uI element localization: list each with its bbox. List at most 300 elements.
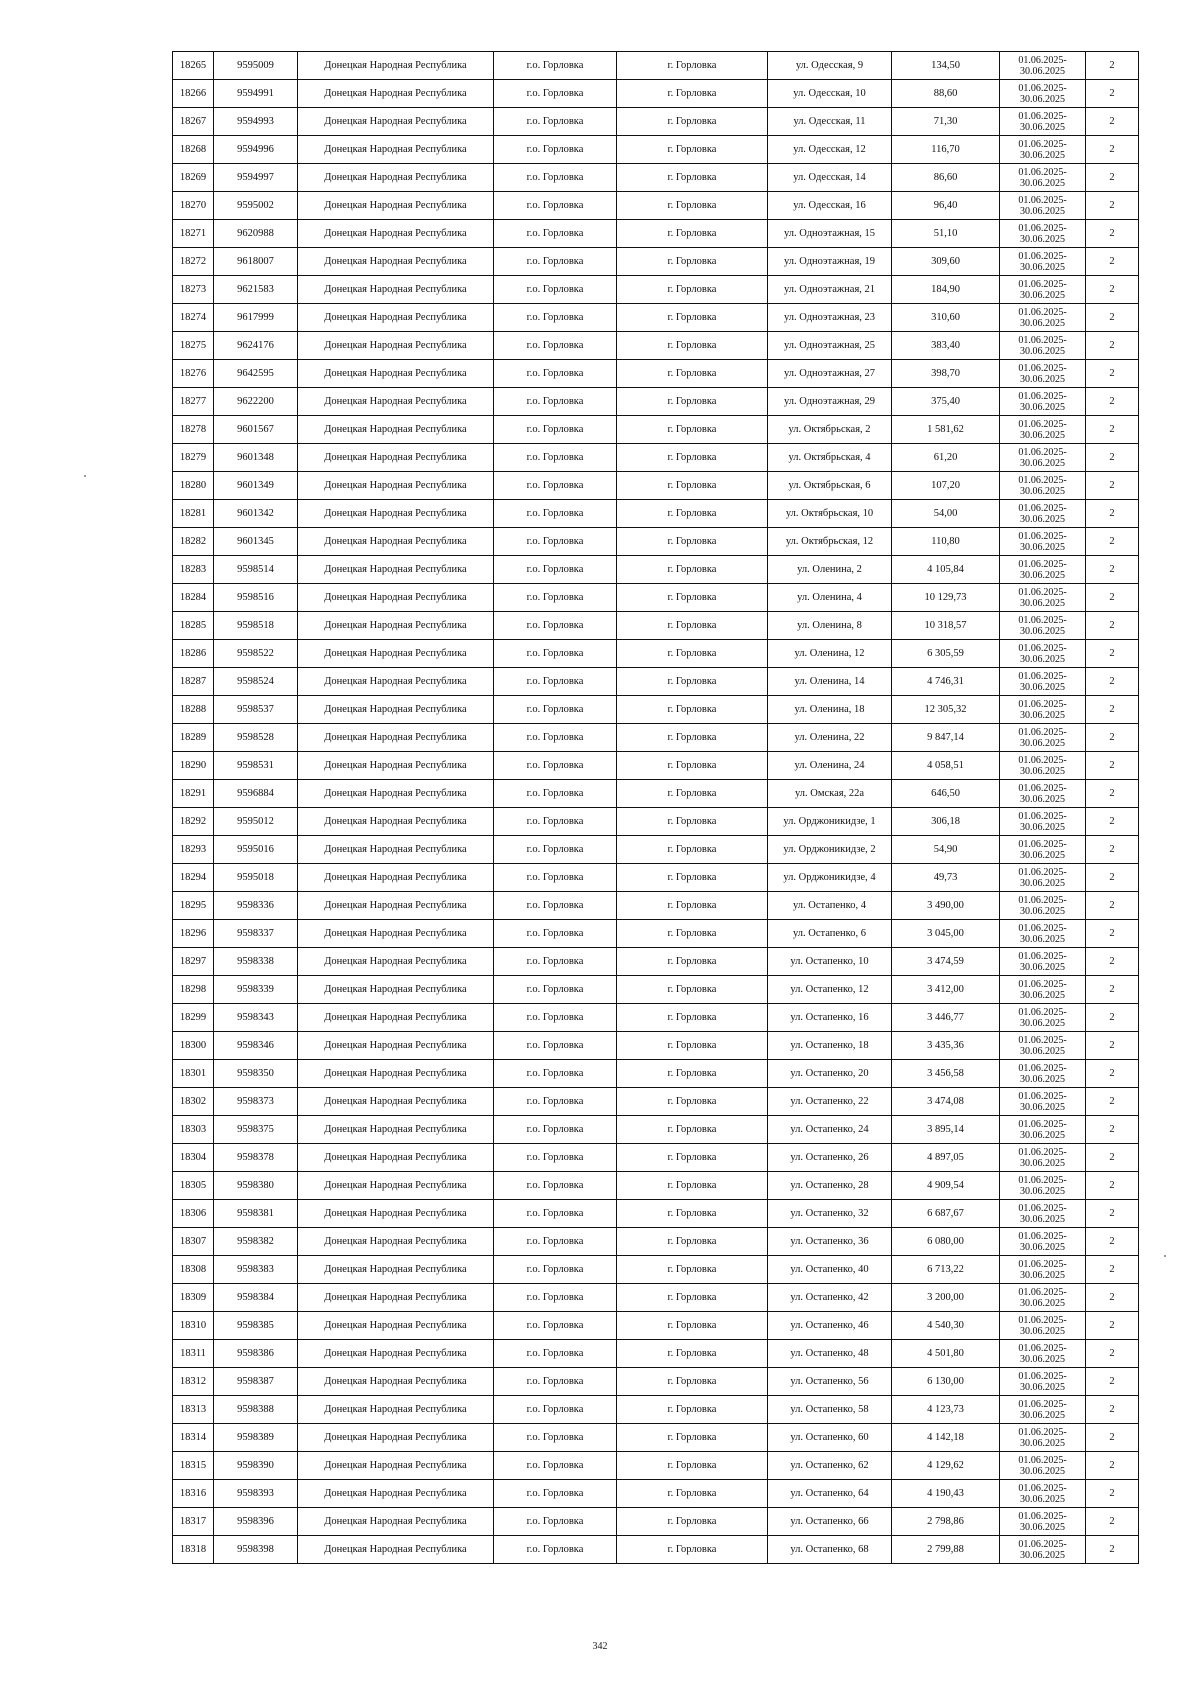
cell-district: г.о. Горловка — [494, 1536, 617, 1564]
cell-district: г.о. Горловка — [494, 668, 617, 696]
cell-category: 2 — [1086, 136, 1139, 164]
cell-area: 646,50 — [892, 780, 1000, 808]
cell-category: 2 — [1086, 808, 1139, 836]
period-end: 30.06.2025 — [1020, 1045, 1065, 1057]
page-number: 342 — [592, 1641, 608, 1652]
period-start: 01.06.2025- — [1018, 278, 1067, 290]
cell-period — [1000, 612, 1086, 640]
cell-period — [1000, 752, 1086, 780]
period-start: 01.06.2025- — [1018, 642, 1067, 654]
cell-row-number: 18291 — [173, 780, 214, 808]
cell-period — [1000, 864, 1086, 892]
cell-area: 6 080,00 — [892, 1228, 1000, 1256]
period-end: 30.06.2025 — [1020, 961, 1065, 973]
cell-row-number: 18298 — [173, 976, 214, 1004]
cell-area: 4 746,31 — [892, 668, 1000, 696]
cell-row-number: 18278 — [173, 416, 214, 444]
cell-region: Донецкая Народная Республика — [298, 1004, 494, 1032]
cell-city: г. Горловка — [617, 864, 768, 892]
period-end: 30.06.2025 — [1020, 65, 1065, 77]
cell-region: Донецкая Народная Республика — [298, 136, 494, 164]
cell-category: 2 — [1086, 276, 1139, 304]
cell-district: г.о. Горловка — [494, 1480, 617, 1508]
period-end: 30.06.2025 — [1020, 1241, 1065, 1253]
cell-period — [1000, 780, 1086, 808]
table-row — [173, 1396, 1139, 1424]
cell-row-number: 18280 — [173, 472, 214, 500]
cell-row-number: 18272 — [173, 248, 214, 276]
cell-address: ул. Остапенко, 66 — [768, 1508, 892, 1536]
cell-area: 10 318,57 — [892, 612, 1000, 640]
cell-address: ул. Оленина, 24 — [768, 752, 892, 780]
cell-area: 12 305,32 — [892, 696, 1000, 724]
period-end: 30.06.2025 — [1020, 317, 1065, 329]
cell-city: г. Горловка — [617, 724, 768, 752]
cell-period — [1000, 360, 1086, 388]
cell-district: г.о. Горловка — [494, 52, 617, 80]
period-end: 30.06.2025 — [1020, 1409, 1065, 1421]
cell-region: Донецкая Народная Республика — [298, 1452, 494, 1480]
period-start: 01.06.2025- — [1018, 54, 1067, 66]
cell-area: 4 123,73 — [892, 1396, 1000, 1424]
cell-object-id: 9596884 — [214, 780, 298, 808]
cell-address: ул. Остапенко, 22 — [768, 1088, 892, 1116]
cell-area: 3 490,00 — [892, 892, 1000, 920]
cell-area: 54,90 — [892, 836, 1000, 864]
cell-city: г. Горловка — [617, 1256, 768, 1284]
cell-district: г.о. Горловка — [494, 640, 617, 668]
cell-object-id: 9598375 — [214, 1116, 298, 1144]
cell-address: ул. Остапенко, 68 — [768, 1536, 892, 1564]
period-start: 01.06.2025- — [1018, 1538, 1067, 1550]
cell-address: ул. Оленина, 22 — [768, 724, 892, 752]
period-end: 30.06.2025 — [1020, 289, 1065, 301]
cell-city: г. Горловка — [617, 192, 768, 220]
cell-row-number: 18282 — [173, 528, 214, 556]
cell-city: г. Горловка — [617, 1060, 768, 1088]
cell-area: 3 200,00 — [892, 1284, 1000, 1312]
cell-address: ул. Остапенко, 60 — [768, 1424, 892, 1452]
table-row — [173, 332, 1139, 360]
period-start: 01.06.2025- — [1018, 950, 1067, 962]
cell-region: Донецкая Народная Республика — [298, 1200, 494, 1228]
table-row — [173, 1340, 1139, 1368]
period-start: 01.06.2025- — [1018, 894, 1067, 906]
cell-object-id: 9598350 — [214, 1060, 298, 1088]
cell-district: г.о. Горловка — [494, 1452, 617, 1480]
cell-area: 51,10 — [892, 220, 1000, 248]
cell-city: г. Горловка — [617, 304, 768, 332]
cell-period — [1000, 1424, 1086, 1452]
period-end: 30.06.2025 — [1020, 1017, 1065, 1029]
cell-row-number: 18310 — [173, 1312, 214, 1340]
period-start: 01.06.2025- — [1018, 1454, 1067, 1466]
cell-object-id: 9598373 — [214, 1088, 298, 1116]
cell-row-number: 18266 — [173, 80, 214, 108]
cell-district: г.о. Горловка — [494, 612, 617, 640]
cell-row-number: 18284 — [173, 584, 214, 612]
cell-region: Донецкая Народная Республика — [298, 836, 494, 864]
cell-address: ул. Остапенко, 42 — [768, 1284, 892, 1312]
cell-address: ул. Оленина, 14 — [768, 668, 892, 696]
cell-region: Донецкая Народная Республика — [298, 1536, 494, 1564]
cell-city: г. Горловка — [617, 360, 768, 388]
cell-city: г. Горловка — [617, 1312, 768, 1340]
period-start: 01.06.2025- — [1018, 978, 1067, 990]
cell-address: ул. Остапенко, 10 — [768, 948, 892, 976]
period-start: 01.06.2025- — [1018, 418, 1067, 430]
period-start: 01.06.2025- — [1018, 698, 1067, 710]
cell-row-number: 18265 — [173, 52, 214, 80]
cell-region: Донецкая Народная Республика — [298, 556, 494, 584]
cell-area: 3 435,36 — [892, 1032, 1000, 1060]
cell-city: г. Горловка — [617, 1536, 768, 1564]
cell-address: ул. Одноэтажная, 29 — [768, 388, 892, 416]
cell-city: г. Горловка — [617, 1284, 768, 1312]
cell-row-number: 18277 — [173, 388, 214, 416]
cell-city: г. Горловка — [617, 1368, 768, 1396]
cell-district: г.о. Горловка — [494, 136, 617, 164]
cell-address: ул. Одесская, 9 — [768, 52, 892, 80]
cell-category: 2 — [1086, 752, 1139, 780]
registry-rows — [173, 52, 1139, 1564]
cell-period — [1000, 192, 1086, 220]
cell-region: Донецкая Народная Республика — [298, 612, 494, 640]
cell-object-id: 9598389 — [214, 1424, 298, 1452]
period-start: 01.06.2025- — [1018, 586, 1067, 598]
cell-district: г.о. Горловка — [494, 528, 617, 556]
cell-city: г. Горловка — [617, 416, 768, 444]
cell-period — [1000, 52, 1086, 80]
cell-district: г.о. Горловка — [494, 556, 617, 584]
cell-district: г.о. Горловка — [494, 164, 617, 192]
period-end: 30.06.2025 — [1020, 177, 1065, 189]
cell-object-id: 9598528 — [214, 724, 298, 752]
cell-region: Донецкая Народная Республика — [298, 1396, 494, 1424]
cell-row-number: 18276 — [173, 360, 214, 388]
period-start: 01.06.2025- — [1018, 1482, 1067, 1494]
cell-region: Донецкая Народная Республика — [298, 276, 494, 304]
cell-object-id: 9598388 — [214, 1396, 298, 1424]
cell-area: 6 305,59 — [892, 640, 1000, 668]
cell-address: ул. Остапенко, 56 — [768, 1368, 892, 1396]
cell-district: г.о. Горловка — [494, 1368, 617, 1396]
table-row — [173, 1480, 1139, 1508]
cell-object-id: 9598531 — [214, 752, 298, 780]
cell-object-id: 9601348 — [214, 444, 298, 472]
cell-period — [1000, 1088, 1086, 1116]
table-row — [173, 1452, 1139, 1480]
cell-address: ул. Оленина, 4 — [768, 584, 892, 612]
cell-period — [1000, 80, 1086, 108]
cell-period — [1000, 808, 1086, 836]
cell-area: 107,20 — [892, 472, 1000, 500]
cell-area: 9 847,14 — [892, 724, 1000, 752]
cell-period — [1000, 1452, 1086, 1480]
cell-category: 2 — [1086, 836, 1139, 864]
period-start: 01.06.2025- — [1018, 922, 1067, 934]
cell-city: г. Горловка — [617, 1424, 768, 1452]
table-row — [173, 500, 1139, 528]
table-row — [173, 1368, 1139, 1396]
period-end: 30.06.2025 — [1020, 1381, 1065, 1393]
cell-address: ул. Остапенко, 28 — [768, 1172, 892, 1200]
cell-district: г.о. Горловка — [494, 1424, 617, 1452]
cell-address: ул. Остапенко, 58 — [768, 1396, 892, 1424]
cell-period — [1000, 1480, 1086, 1508]
table-row — [173, 472, 1139, 500]
cell-area: 306,18 — [892, 808, 1000, 836]
cell-city: г. Горловка — [617, 276, 768, 304]
cell-region: Донецкая Народная Республика — [298, 192, 494, 220]
cell-address: ул. Остапенко, 36 — [768, 1228, 892, 1256]
cell-category: 2 — [1086, 500, 1139, 528]
cell-address: ул. Остапенко, 20 — [768, 1060, 892, 1088]
cell-row-number: 18304 — [173, 1144, 214, 1172]
cell-region: Донецкая Народная Республика — [298, 920, 494, 948]
cell-row-number: 18281 — [173, 500, 214, 528]
cell-period — [1000, 1536, 1086, 1564]
cell-district: г.о. Горловка — [494, 220, 617, 248]
cell-row-number: 18286 — [173, 640, 214, 668]
table-row — [173, 836, 1139, 864]
cell-object-id: 9598383 — [214, 1256, 298, 1284]
cell-region: Донецкая Народная Республика — [298, 724, 494, 752]
cell-district: г.о. Горловка — [494, 416, 617, 444]
cell-period — [1000, 1200, 1086, 1228]
cell-address: ул. Одноэтажная, 27 — [768, 360, 892, 388]
table-row — [173, 388, 1139, 416]
cell-address: ул. Одноэтажная, 25 — [768, 332, 892, 360]
cell-region: Донецкая Народная Республика — [298, 500, 494, 528]
cell-category: 2 — [1086, 640, 1139, 668]
period-end: 30.06.2025 — [1020, 989, 1065, 1001]
cell-district: г.о. Горловка — [494, 1228, 617, 1256]
cell-row-number: 18311 — [173, 1340, 214, 1368]
cell-area: 61,20 — [892, 444, 1000, 472]
period-start: 01.06.2025- — [1018, 1286, 1067, 1298]
cell-area: 310,60 — [892, 304, 1000, 332]
cell-region: Донецкая Народная Республика — [298, 808, 494, 836]
period-start: 01.06.2025- — [1018, 390, 1067, 402]
cell-address: ул. Остапенко, 64 — [768, 1480, 892, 1508]
cell-area: 116,70 — [892, 136, 1000, 164]
cell-region: Донецкая Народная Республика — [298, 360, 494, 388]
cell-address: ул. Одесская, 10 — [768, 80, 892, 108]
cell-row-number: 18303 — [173, 1116, 214, 1144]
period-start: 01.06.2025- — [1018, 1314, 1067, 1326]
cell-row-number: 18268 — [173, 136, 214, 164]
cell-period — [1000, 220, 1086, 248]
cell-category: 2 — [1086, 556, 1139, 584]
cell-city: г. Горловка — [617, 668, 768, 696]
cell-city: г. Горловка — [617, 1200, 768, 1228]
cell-district: г.о. Горловка — [494, 1312, 617, 1340]
cell-city: г. Горловка — [617, 1088, 768, 1116]
cell-area: 49,73 — [892, 864, 1000, 892]
cell-area: 4 540,30 — [892, 1312, 1000, 1340]
period-start: 01.06.2025- — [1018, 306, 1067, 318]
cell-object-id: 9598387 — [214, 1368, 298, 1396]
cell-address: ул. Остапенко, 12 — [768, 976, 892, 1004]
table-row — [173, 1536, 1139, 1564]
period-end: 30.06.2025 — [1020, 821, 1065, 833]
cell-area: 10 129,73 — [892, 584, 1000, 612]
cell-region: Донецкая Народная Республика — [298, 780, 494, 808]
cell-category: 2 — [1086, 304, 1139, 332]
cell-area: 1 581,62 — [892, 416, 1000, 444]
period-start: 01.06.2025- — [1018, 82, 1067, 94]
cell-period — [1000, 584, 1086, 612]
cell-object-id: 9618007 — [214, 248, 298, 276]
cell-object-id: 9594997 — [214, 164, 298, 192]
cell-city: г. Горловка — [617, 780, 768, 808]
period-end: 30.06.2025 — [1020, 345, 1065, 357]
cell-district: г.о. Горловка — [494, 1200, 617, 1228]
cell-city: г. Горловка — [617, 1228, 768, 1256]
cell-period — [1000, 1144, 1086, 1172]
cell-district: г.о. Горловка — [494, 836, 617, 864]
cell-address: ул. Одноэтажная, 15 — [768, 220, 892, 248]
cell-category: 2 — [1086, 976, 1139, 1004]
cell-period — [1000, 248, 1086, 276]
cell-city: г. Горловка — [617, 1116, 768, 1144]
cell-region: Донецкая Народная Республика — [298, 388, 494, 416]
cell-object-id: 9595009 — [214, 52, 298, 80]
cell-period — [1000, 640, 1086, 668]
cell-category: 2 — [1086, 1032, 1139, 1060]
cell-row-number: 18315 — [173, 1452, 214, 1480]
cell-area: 54,00 — [892, 500, 1000, 528]
table-row — [173, 1032, 1139, 1060]
cell-area: 2 798,86 — [892, 1508, 1000, 1536]
cell-row-number: 18314 — [173, 1424, 214, 1452]
cell-row-number: 18316 — [173, 1480, 214, 1508]
cell-object-id: 9594993 — [214, 108, 298, 136]
cell-district: г.о. Горловка — [494, 780, 617, 808]
period-end: 30.06.2025 — [1020, 877, 1065, 889]
cell-object-id: 9598514 — [214, 556, 298, 584]
cell-region: Донецкая Народная Республика — [298, 948, 494, 976]
cell-category: 2 — [1086, 584, 1139, 612]
cell-address: ул. Октябрьская, 10 — [768, 500, 892, 528]
cell-city: г. Горловка — [617, 1396, 768, 1424]
period-end: 30.06.2025 — [1020, 1073, 1065, 1085]
table-row — [173, 1172, 1139, 1200]
table-row — [173, 1116, 1139, 1144]
cell-category: 2 — [1086, 80, 1139, 108]
table-row — [173, 444, 1139, 472]
cell-address: ул. Одесская, 14 — [768, 164, 892, 192]
table-row — [173, 808, 1139, 836]
cell-city: г. Горловка — [617, 976, 768, 1004]
cell-city: г. Горловка — [617, 920, 768, 948]
cell-object-id: 9594996 — [214, 136, 298, 164]
cell-row-number: 18309 — [173, 1284, 214, 1312]
cell-period — [1000, 696, 1086, 724]
cell-area: 134,50 — [892, 52, 1000, 80]
cell-region: Донецкая Народная Республика — [298, 416, 494, 444]
cell-object-id: 9601345 — [214, 528, 298, 556]
cell-address: ул. Оленина, 8 — [768, 612, 892, 640]
table-row — [173, 1284, 1139, 1312]
cell-region: Донецкая Народная Республика — [298, 752, 494, 780]
cell-category: 2 — [1086, 1284, 1139, 1312]
cell-period — [1000, 108, 1086, 136]
cell-city: г. Горловка — [617, 220, 768, 248]
cell-object-id: 9598516 — [214, 584, 298, 612]
table-row — [173, 976, 1139, 1004]
period-end: 30.06.2025 — [1020, 457, 1065, 469]
registry-table — [172, 51, 1139, 1564]
cell-row-number: 18299 — [173, 1004, 214, 1032]
cell-object-id: 9598393 — [214, 1480, 298, 1508]
cell-address: ул. Остапенко, 32 — [768, 1200, 892, 1228]
period-end: 30.06.2025 — [1020, 401, 1065, 413]
cell-city: г. Горловка — [617, 808, 768, 836]
cell-object-id: 9598524 — [214, 668, 298, 696]
cell-period — [1000, 528, 1086, 556]
period-start: 01.06.2025- — [1018, 502, 1067, 514]
cell-address: ул. Орджоникидзе, 2 — [768, 836, 892, 864]
cell-address: ул. Октябрьская, 6 — [768, 472, 892, 500]
cell-region: Донецкая Народная Республика — [298, 80, 494, 108]
cell-category: 2 — [1086, 52, 1139, 80]
cell-city: г. Горловка — [617, 1032, 768, 1060]
cell-area: 110,80 — [892, 528, 1000, 556]
period-end: 30.06.2025 — [1020, 681, 1065, 693]
period-end: 30.06.2025 — [1020, 1297, 1065, 1309]
cell-category: 2 — [1086, 360, 1139, 388]
cell-city: г. Горловка — [617, 164, 768, 192]
cell-area: 3 045,00 — [892, 920, 1000, 948]
cell-object-id: 9598522 — [214, 640, 298, 668]
cell-city: г. Горловка — [617, 472, 768, 500]
cell-object-id: 9598339 — [214, 976, 298, 1004]
cell-category: 2 — [1086, 920, 1139, 948]
period-end: 30.06.2025 — [1020, 1185, 1065, 1197]
table-row — [173, 52, 1139, 80]
cell-region: Донецкая Народная Республика — [298, 1088, 494, 1116]
period-end: 30.06.2025 — [1020, 1549, 1065, 1561]
cell-object-id: 9595012 — [214, 808, 298, 836]
scan-speck — [1164, 1255, 1166, 1257]
cell-district: г.о. Горловка — [494, 1256, 617, 1284]
period-start: 01.06.2025- — [1018, 1202, 1067, 1214]
table-row — [173, 612, 1139, 640]
period-start: 01.06.2025- — [1018, 754, 1067, 766]
cell-district: г.о. Горловка — [494, 584, 617, 612]
cell-address: ул. Одноэтажная, 23 — [768, 304, 892, 332]
cell-category: 2 — [1086, 1200, 1139, 1228]
table-row — [173, 1256, 1139, 1284]
cell-object-id: 9598537 — [214, 696, 298, 724]
table-row — [173, 108, 1139, 136]
period-end: 30.06.2025 — [1020, 793, 1065, 805]
period-start: 01.06.2025- — [1018, 138, 1067, 150]
table-row — [173, 640, 1139, 668]
cell-row-number: 18283 — [173, 556, 214, 584]
period-start: 01.06.2025- — [1018, 110, 1067, 122]
cell-period — [1000, 164, 1086, 192]
cell-area: 383,40 — [892, 332, 1000, 360]
cell-row-number: 18302 — [173, 1088, 214, 1116]
cell-row-number: 18295 — [173, 892, 214, 920]
cell-period — [1000, 948, 1086, 976]
cell-address: ул. Оленина, 18 — [768, 696, 892, 724]
table-row — [173, 136, 1139, 164]
period-start: 01.06.2025- — [1018, 1118, 1067, 1130]
